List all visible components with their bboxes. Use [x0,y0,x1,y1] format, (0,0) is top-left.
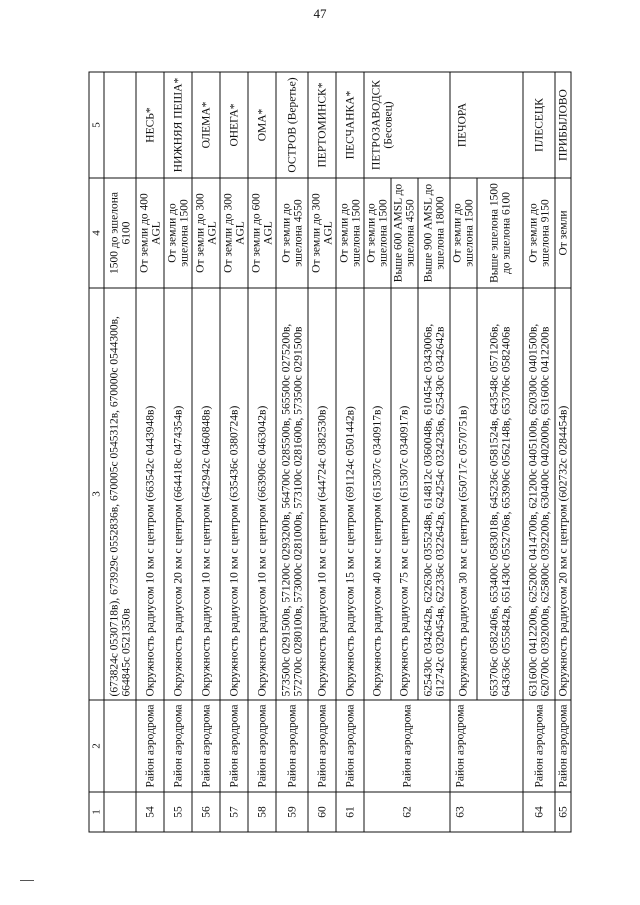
zone-boundary: Окружность радиусом 20 км с центром (602732с 0284454в) [555,288,571,700]
row-number: 65 [555,792,571,832]
airspace-table [89,72,572,833]
table-row [136,72,164,832]
table-row [220,72,248,832]
aerodrome-name: ПЕРТОМИНСК* [308,72,336,178]
zone-altitude: От земли до 300 AGL [220,178,248,288]
table-row-62a [364,72,391,832]
zone-boundary: 573500с 0291500в, 571200с 0293200в, 564700с 0285500в, 565500с 0275200в, 572700с 0280100в, 573000с 0281000в, 573100с 0281600в, 573500с 0291500в [276,288,308,700]
row-number: 64 [523,792,555,832]
zone-altitude: От земли до эшелона 1500 [336,178,364,288]
zone-altitude: От земли [555,178,571,288]
zone-altitude: Выше 600 AMSL до эшелона 4550 [391,178,418,288]
zone-boundary: Окружность радиусом 10 км с центром (635436с 0380724в) [220,288,248,700]
aerodrome-name: ОМА* [248,72,276,178]
zone-type: Район аэродрома [192,700,220,792]
zone-type: Район аэродрома [364,700,450,792]
zone-altitude: От земли до 600 AGL [248,178,276,288]
zone-altitude: От земли до эшелона 1500 [450,178,477,288]
row-number: 62 [364,792,450,832]
row-number: 59 [276,792,308,832]
row-number: 55 [164,792,192,832]
aerodrome-name: ПЛЕСЕЦК [523,72,555,178]
aerodrome-name: ПЕТРОЗАВОДСК (Бесовец) [364,72,450,178]
zone-boundary: Окружность радиусом 15 км с центром (691124с 0501442в) [336,288,364,700]
zone-type: Район аэродрома [555,700,571,792]
header-col-5: 5 [89,72,104,178]
zone-altitude: От земли до эшелона 1500 [364,178,391,288]
continuation-coordinates: (673824с 0530718в), 673929с 0552836в, 670005с 0545312в, 670000с 0544300в, 664845с 0521350в [104,288,136,700]
zone-boundary: Окружность радиусом 40 км с центром (615307с 0340917в) [364,288,391,700]
aerodrome-name: ПРИБЫЛОВО [555,72,571,178]
zone-type: Район аэродрома [276,700,308,792]
header-col-2: 2 [89,700,104,792]
aerodrome-name: НИЖНЯЯ ПЕША* [164,72,192,178]
table-row-63a [450,72,477,832]
table-row [276,72,308,832]
cell-empty [104,792,136,832]
zone-type: Район аэродрома [164,700,192,792]
zone-boundary: Окружность радиусом 10 км с центром (642942с 0460848в) [192,288,220,700]
zone-type: Район аэродрома [248,700,276,792]
cell-empty [104,72,136,178]
zone-boundary: 631600с 0412200в, 625200с 0414700в, 621200с 0405100в, 620300с 0401500в, 620700с 0392000в, 625800с 0392200в, 630400с 0402000в, 631600с 0412200в [523,288,555,700]
zone-altitude: От земли до эшелона 4550 [276,178,308,288]
zone-boundary: Окружность радиусом 20 км с центром (664418с 0474354в) [164,288,192,700]
zone-type: Район аэродрома [308,700,336,792]
zone-type: Район аэродрома [136,700,164,792]
aerodrome-name: НЕСЬ* [136,72,164,178]
table-row [192,72,220,832]
header-col-1: 1 [89,792,104,832]
zone-boundary: 625430с 0342642в, 622630с 0355248в, 614812с 0360048в, 610454с 0343006в, 612742с 0320454в, 622336с 0322642в, 624254с 0324236в, 625430с 0342642в [418,288,450,700]
table-row [308,72,336,832]
zone-type: Район аэродрома [220,700,248,792]
cell-empty [104,700,136,792]
zone-altitude: От земли до эшелона 1500 [164,178,192,288]
zone-altitude: От земли до 300 AGL [308,178,336,288]
zone-altitude: От земли до 300 AGL [192,178,220,288]
table-row [555,72,571,832]
zone-altitude: Выше 900 AMSL до эшелона 18000 [418,178,450,288]
table-row [523,72,555,832]
table-row [336,72,364,832]
header-row [89,72,104,832]
row-number: 61 [336,792,364,832]
zone-altitude: От земли до эшелона 9150 [523,178,555,288]
zone-altitude: От земли до 400 AGL [136,178,164,288]
zone-type: Район аэродрома [450,700,523,792]
row-number: 63 [450,792,523,832]
zone-boundary: Окружность радиусом 10 км с центром (644724с 0382530в) [308,288,336,700]
rotated-document-sheet [89,73,569,833]
row-number: 57 [220,792,248,832]
aerodrome-name: ПЕСЧАНКА* [336,72,364,178]
row-number: 56 [192,792,220,832]
table-row [164,72,192,832]
zone-altitude: Выше эшелона 1500 до эшелона 6100 [477,178,523,288]
zone-boundary: Окружность радиусом 10 км с центром (663906с 0463042в) [248,288,276,700]
zone-boundary: Окружность радиусом 30 км с центром (650717с 0570751в) [450,288,477,700]
scan-mark [20,880,34,881]
row-number: 54 [136,792,164,832]
aerodrome-name: ПЕЧОРА [450,72,523,178]
table-row [248,72,276,832]
zone-boundary: Окружность радиусом 10 км с центром (663542с 0443948в) [136,288,164,700]
row-number: 58 [248,792,276,832]
zone-type: Район аэродрома [523,700,555,792]
zone-boundary: 653706с 0582406в, 653400с 0583018в, 645236с 0581524в, 643548с 0571206в, 643636с 0555842в, 651430с 0552706в, 653906с 0562148в, 653706с 0582406в [477,288,523,700]
row-number: 60 [308,792,336,832]
page-number: 47 [313,6,327,21]
header-col-4: 4 [89,178,104,288]
aerodrome-name: ОНЕГА* [220,72,248,178]
zone-type: Район аэродрома [336,700,364,792]
aerodrome-name: ОЛЕМА* [192,72,220,178]
header-col-3: 3 [89,288,104,700]
table-row-continuation [104,72,136,832]
continuation-altitude: 1500 до эшелона 6100 [104,178,136,288]
zone-boundary: Окружность радиусом 75 км с центром (615307с 0340917в) [391,288,418,700]
aerodrome-name: ОСТРОВ (Веретье) [276,72,308,178]
